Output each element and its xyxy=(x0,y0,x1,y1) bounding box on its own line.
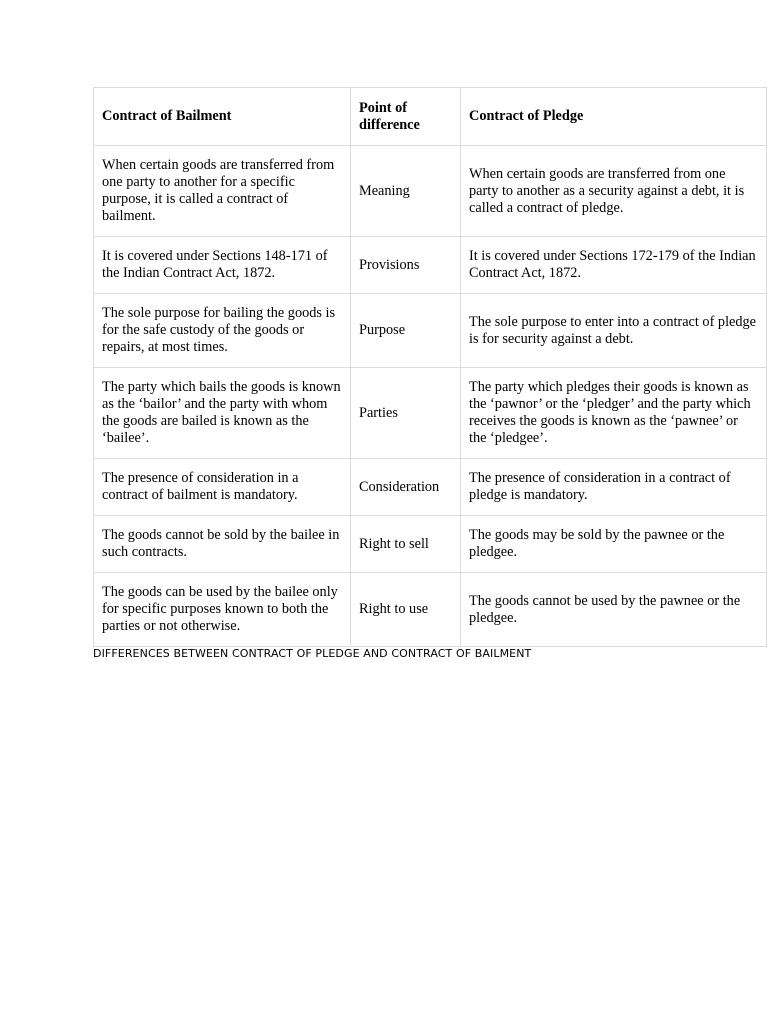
table-row xyxy=(94,368,767,459)
header-pledge: Contract of Pledge xyxy=(461,88,767,146)
bailment-cell: When certain goods are transferred from one party to another for a specific purpose, it is called a contract of bailment. xyxy=(94,146,351,237)
bailment-cell: The presence of consideration in a contract of bailment is mandatory. xyxy=(94,459,351,516)
pledge-cell: The presence of consideration in a contract of pledge is mandatory. xyxy=(461,459,767,516)
table-row xyxy=(94,459,767,516)
pledge-cell: The goods may be sold by the pawnee or the pledgee. xyxy=(461,516,767,573)
pledge-cell: The goods cannot be used by the pawnee or the pledgee. xyxy=(461,573,767,647)
bailment-cell: The sole purpose for bailing the goods is for the safe custody of the goods or repairs, at most times. xyxy=(94,294,351,368)
point-cell: Consideration xyxy=(351,459,461,516)
bailment-cell: The goods cannot be sold by the bailee in such contracts. xyxy=(94,516,351,573)
table-row xyxy=(94,146,767,237)
comparison-table xyxy=(93,87,767,647)
point-cell: Right to use xyxy=(351,573,461,647)
pledge-cell: When certain goods are transferred from one party to another as a security against a debt, it is called a contract of pledge. xyxy=(461,146,767,237)
point-cell: Purpose xyxy=(351,294,461,368)
table-row xyxy=(94,573,767,647)
point-cell: Provisions xyxy=(351,237,461,294)
bailment-cell: The party which bails the goods is known as the ‘bailor’ and the party with whom the goods are bailed is known as the ‘bailee’. xyxy=(94,368,351,459)
table-row xyxy=(94,237,767,294)
bailment-cell: It is covered under Sections 148-171 of the Indian Contract Act, 1872. xyxy=(94,237,351,294)
pledge-cell: The sole purpose to enter into a contract of pledge is for security against a debt. xyxy=(461,294,767,368)
pledge-cell: It is covered under Sections 172-179 of the Indian Contract Act, 1872. xyxy=(461,237,767,294)
header-point-of-difference: Point of difference xyxy=(351,88,461,146)
point-cell: Meaning xyxy=(351,146,461,237)
table-row xyxy=(94,294,767,368)
pledge-cell: The party which pledges their goods is known as the ‘pawnor’ or the ‘pledger’ and the party which receives the goods is known as the ‘pawnee’ or the ‘pledgee’. xyxy=(461,368,767,459)
point-cell: Right to sell xyxy=(351,516,461,573)
table-header-row xyxy=(94,88,767,146)
header-bailment: Contract of Bailment xyxy=(94,88,351,146)
table-row xyxy=(94,516,767,573)
bailment-cell: The goods can be used by the bailee only for specific purposes known to both the parties or not otherwise. xyxy=(94,573,351,647)
table-caption: DIFFERENCES BETWEEN CONTRACT OF PLEDGE AND CONTRACT OF BAILMENT xyxy=(93,647,532,660)
point-cell: Parties xyxy=(351,368,461,459)
